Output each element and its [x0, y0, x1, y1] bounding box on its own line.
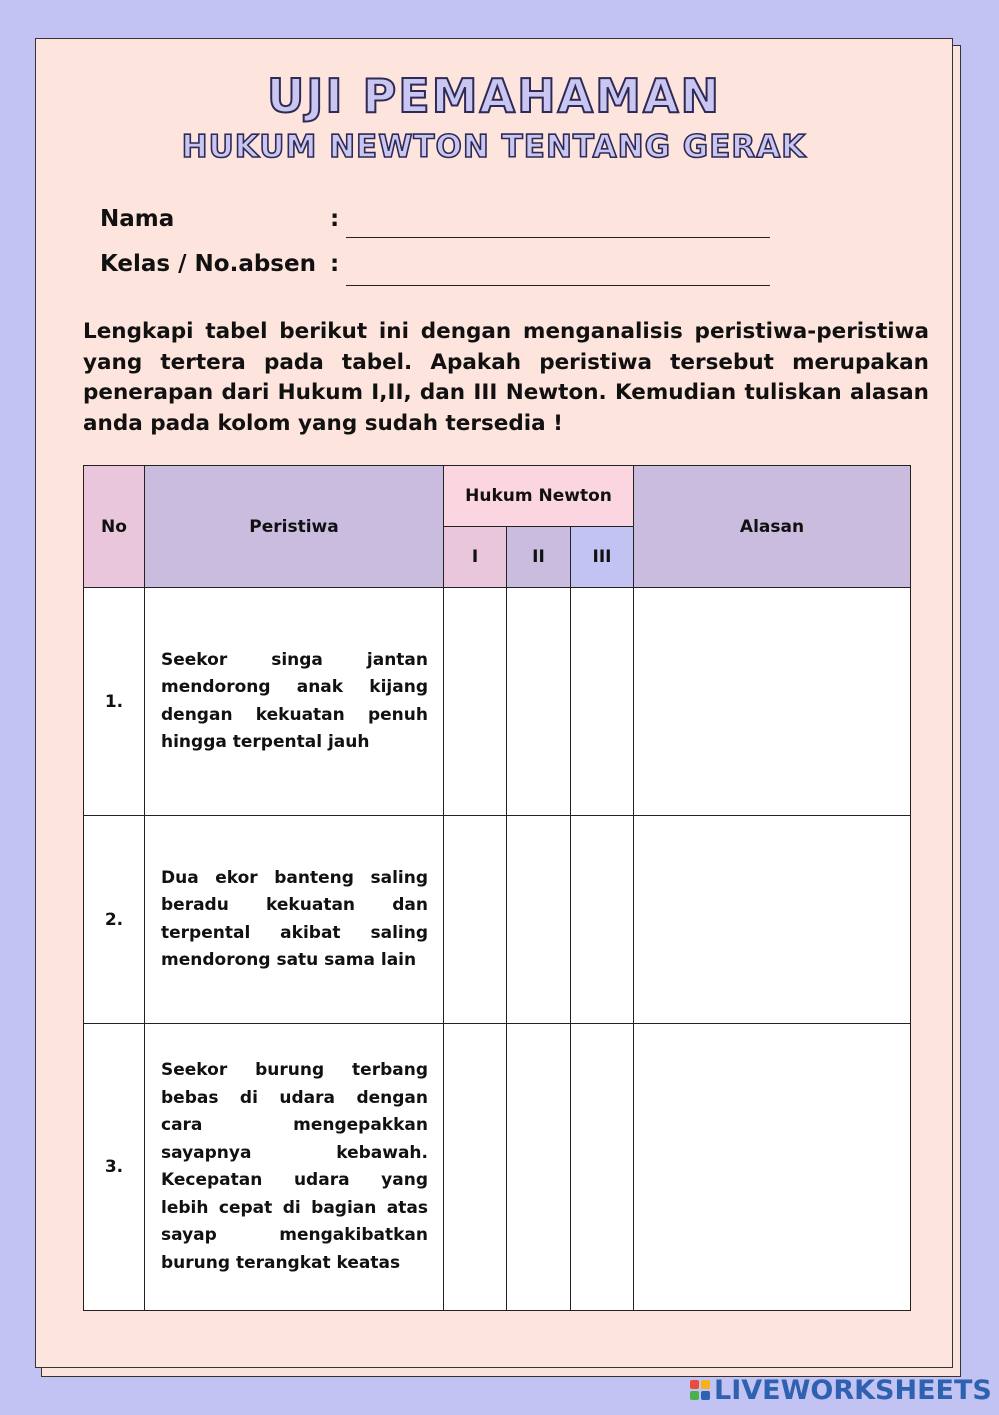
row-number: 2.	[84, 816, 145, 1024]
logo-square-green	[690, 1391, 699, 1400]
table-row	[84, 816, 911, 1024]
law-1-answer-cell[interactable]	[444, 816, 507, 1024]
class-input-line[interactable]	[346, 283, 770, 286]
table-row	[84, 1024, 911, 1311]
logo-square-yellow	[701, 1380, 710, 1389]
law-2-answer-cell[interactable]	[507, 816, 571, 1024]
name-colon: :	[330, 206, 340, 232]
alasan-answer-cell[interactable]	[634, 1024, 911, 1311]
liveworksheets-logo-icon	[690, 1380, 710, 1400]
law-2-answer-cell[interactable]	[507, 1024, 571, 1311]
header-hukum-newton: Hukum Newton	[444, 466, 634, 527]
row-number: 3.	[84, 1024, 145, 1311]
alasan-answer-cell[interactable]	[634, 588, 911, 816]
event-description: Seekor singa jantan mendorong anak kijang dengan kekuatan penuh hingga terpental jauh	[145, 588, 444, 816]
page-title: UJI PEMAHAMAN	[266, 69, 722, 123]
name-label: Nama	[100, 206, 175, 232]
name-input-line[interactable]	[346, 235, 770, 238]
liveworksheets-logo-text: LIVEWORKSHEETS	[714, 1374, 992, 1406]
header-alasan: Alasan	[634, 466, 911, 588]
header-law-3: III	[571, 527, 634, 588]
analysis-table	[83, 465, 911, 1311]
worksheet-page	[35, 38, 953, 1368]
law-3-answer-cell[interactable]	[571, 588, 634, 816]
class-colon: :	[330, 251, 340, 277]
event-description: Seekor burung terbang bebas di udara dengan cara mengepakkan sayapnya kebawah. Kecepatan udara yang lebih cepat di bagian atas sayap mengakibatkan burung terangkat keatas	[145, 1024, 444, 1311]
header-law-2: II	[507, 527, 571, 588]
event-description: Dua ekor banteng saling beradu kekuatan dan terpental akibat saling mendorong satu sama lain	[145, 816, 444, 1024]
liveworksheets-logo	[690, 1373, 992, 1407]
header-law-1: I	[444, 527, 507, 588]
logo-square-red	[690, 1380, 699, 1389]
page-subtitle: HUKUM NEWTON TENTANG GERAK	[181, 129, 807, 165]
header-peristiwa: Peristiwa	[145, 466, 444, 588]
logo-square-blue	[701, 1391, 710, 1400]
alasan-answer-cell[interactable]	[634, 816, 911, 1024]
class-label: Kelas / No.absen	[100, 251, 316, 277]
law-1-answer-cell[interactable]	[444, 588, 507, 816]
law-1-answer-cell[interactable]	[444, 1024, 507, 1311]
law-3-answer-cell[interactable]	[571, 1024, 634, 1311]
table-row	[84, 588, 911, 816]
law-3-answer-cell[interactable]	[571, 816, 634, 1024]
law-2-answer-cell[interactable]	[507, 588, 571, 816]
header-no: No	[84, 466, 145, 588]
row-number: 1.	[84, 588, 145, 816]
instruction-text: Lengkapi tabel berikut ini dengan menganalisis peristiwa-peristiwa yang tertera pada tabel. Apakah peristiwa tersebut merupakan penerapan dari Hukum I,II, dan III Newton. Kemudian tuliskan alasan anda pada kolom yang sudah tersedia !	[83, 319, 929, 436]
